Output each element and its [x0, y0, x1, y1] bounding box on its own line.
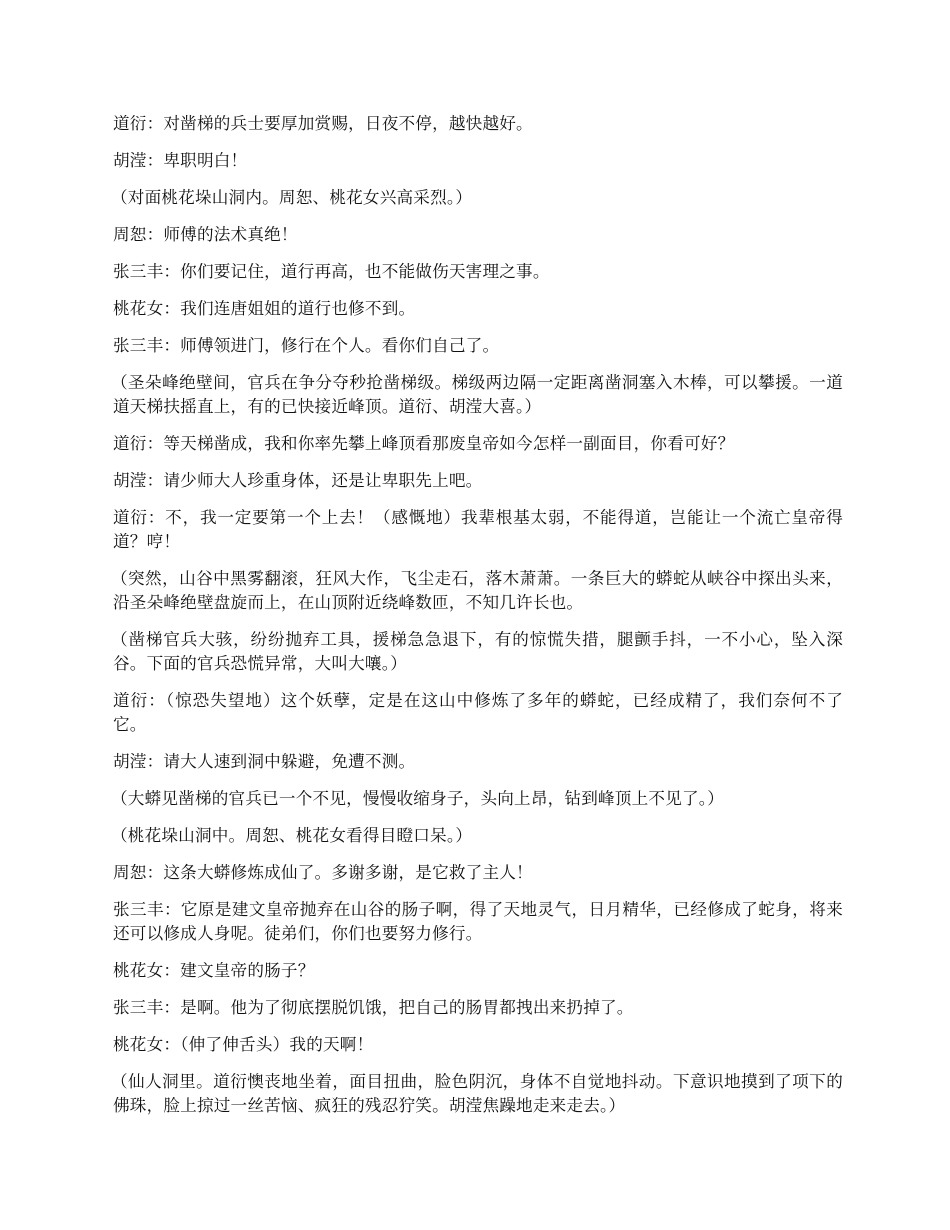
dialogue-line: 张三丰：你们要记住，道行再高，也不能做伤天害理之事。	[113, 262, 550, 281]
stage-direction: （凿梯官兵大骇，纷纷抛弃工具，援梯急急退下，有的惊慌失措，腿颤手抖，一不小心，坠入深谷。下面的官兵恐慌异常，大叫大嚷。）	[111, 630, 843, 673]
dialogue-line: 桃花女：我们连唐姐姐的道行也修不到。	[113, 299, 416, 318]
dialogue-line: 胡滢：请大人速到洞中躲避，免遭不测。	[113, 752, 416, 771]
stage-direction: （仙人洞里。道衍懊丧地坐着，面目扭曲，脸色阴沉，身体不自觉地抖动。下意识地摸到了项下的佛珠，脸上掠过一丝苦恼、疯狂的残忍狞笑。胡滢焦躁地走来走去。）	[111, 1072, 843, 1115]
dialogue-line: 桃花女：（伸了伸舌头）我的天啊！	[113, 1035, 374, 1054]
dialogue-line: 道衍：对凿梯的兵士要厚加赏赐，日夜不停，越快越好。	[113, 114, 533, 133]
dialogue-line: 道衍：等天梯凿成，我和你率先攀上峰顶看那废皇帝如今怎样一副面目，你看可好？	[113, 434, 735, 453]
stage-direction: （对面桃花垛山洞内。周恕、桃花女兴高采烈。）	[111, 188, 473, 207]
document-page	[113, 112, 843, 1131]
dialogue-line: 胡滢：卑职明白！	[113, 151, 248, 170]
dialogue-line: 道衍：不，我一定要第一个上去！（感慨地）我辈根基太弱，不能得道，岂能让一个流亡皇帝得道？哼！	[113, 508, 843, 551]
stage-direction: （桃花垛山洞中。周恕、桃花女看得目瞪口呆。）	[111, 826, 473, 845]
stage-direction: （大蟒见凿梯的官兵已一个不见，慢慢收缩身子，头向上昂，钻到峰顶上不见了。）	[111, 789, 725, 808]
dialogue-line: 张三丰：师傅领进门，修行在个人。看你们自己了。	[113, 336, 500, 355]
stage-direction: （圣朵峰绝壁间，官兵在争分夺秒抢凿梯级。梯级两边隔一定距离凿洞塞入木棒，可以攀援。一道道天梯扶摇直上，有的已快接近峰顶。道衍、胡滢大喜。）	[111, 373, 843, 416]
stage-direction: （突然，山谷中黑雾翻滚，狂风大作，飞尘走石，落木萧萧。一条巨大的蟒蛇从峡谷中探出头来，沿圣朵峰绝壁盘旋而上，在山顶附近绕峰数匝，不知几许长也。	[111, 569, 843, 612]
dialogue-line: 胡滢：请少师大人珍重身体，还是让卑职先上吧。	[113, 471, 483, 490]
dialogue-line: 周恕：师傅的法术真绝！	[113, 225, 298, 244]
dialogue-line: 张三丰：它原是建文皇帝抛弃在山谷的肠子啊，得了天地灵气，日月精华，已经修成了蛇身，将来还可以修成人身呢。徒弟们，你们也要努力修行。	[113, 900, 843, 943]
dialogue-line: 张三丰：是啊。他为了彻底摆脱饥饿，把自己的肠胃都拽出来扔掉了。	[113, 998, 634, 1017]
dialogue-line: 道衍：（惊恐失望地）这个妖孽，定是在这山中修炼了多年的蟒蛇，已经成精了，我们奈何不了它。	[113, 691, 843, 734]
dialogue-line: 桃花女：建文皇帝的肠子？	[113, 961, 315, 980]
dialogue-line: 周恕：这条大蟒修炼成仙了。多谢多谢，是它救了主人！	[113, 863, 533, 882]
